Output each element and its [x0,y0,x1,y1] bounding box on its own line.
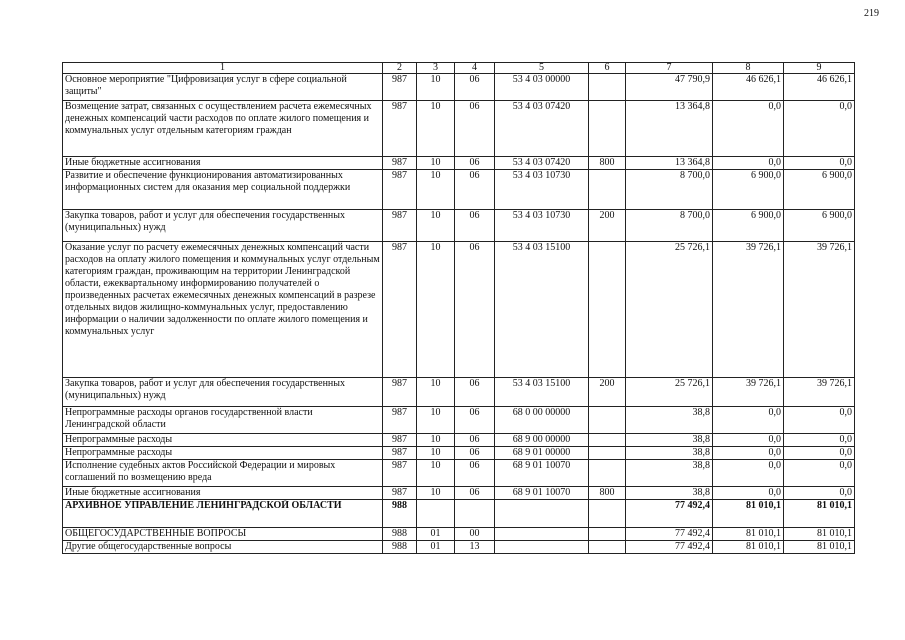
row-amount-col8: 6 900,0 [713,210,784,242]
row-target-article [495,541,589,554]
row-amount-col8: 0,0 [713,157,784,170]
row-expense-type [589,74,626,101]
row-ministry-code: 988 [383,500,417,528]
row-target-article: 53 4 03 10730 [495,170,589,210]
row-subsection: 06 [455,101,495,157]
row-section: 10 [417,460,455,487]
row-ministry-code: 987 [383,157,417,170]
row-target-article: 53 4 03 07420 [495,101,589,157]
table-row [63,157,855,170]
row-amount-col7: 77 492,4 [626,541,713,554]
table-row [63,210,855,242]
row-name: Закупка товаров, работ и услуг для обеспечения государственных (муниципальных) нужд [63,378,383,407]
row-section: 10 [417,74,455,101]
row-expense-type [589,170,626,210]
column-header: 8 [713,63,784,74]
row-amount-col8: 81 010,1 [713,541,784,554]
row-section: 10 [417,210,455,242]
row-expense-type [589,500,626,528]
row-amount-col8: 39 726,1 [713,242,784,378]
row-expense-type [589,447,626,460]
row-amount-col7: 25 726,1 [626,378,713,407]
row-ministry-code: 987 [383,407,417,434]
row-amount-col7: 25 726,1 [626,242,713,378]
row-target-article [495,528,589,541]
row-name: Развитие и обеспечение функционирования автоматизированных информационных систем для оказания мер социальной поддержки [63,170,383,210]
row-amount-col8: 46 626,1 [713,74,784,101]
row-expense-type [589,460,626,487]
row-section [417,500,455,528]
row-amount-col7: 77 492,4 [626,500,713,528]
row-amount-col8: 0,0 [713,407,784,434]
row-amount-col9: 81 010,1 [784,541,855,554]
row-amount-col8: 0,0 [713,487,784,500]
row-target-article: 68 9 01 10070 [495,460,589,487]
table-header-row [63,63,855,74]
row-amount-col8: 0,0 [713,101,784,157]
row-amount-col8: 39 726,1 [713,378,784,407]
row-target-article: 68 9 01 00000 [495,447,589,460]
row-ministry-code: 987 [383,487,417,500]
row-expense-type: 800 [589,157,626,170]
row-amount-col9: 39 726,1 [784,378,855,407]
table-row [63,74,855,101]
row-subsection: 06 [455,434,495,447]
row-target-article [495,500,589,528]
row-ministry-code: 987 [383,434,417,447]
table-row [63,407,855,434]
row-ministry-code: 987 [383,170,417,210]
row-amount-col8: 0,0 [713,447,784,460]
column-header: 2 [383,63,417,74]
row-name: Исполнение судебных актов Российской Федерации и мировых соглашений по возмещению вреда [63,460,383,487]
row-amount-col9: 81 010,1 [784,500,855,528]
row-target-article: 68 9 00 00000 [495,434,589,447]
row-section: 10 [417,378,455,407]
row-name: Оказание услуг по расчету ежемесячных денежных компенсаций части расходов на оплату жилого помещения и коммунальных услуг отдельным категориям граждан, проживающим на территории Ленинградской области, ежеквартальному информированию получателей о произведенных расчетах ежемесячных денежных компенсаций в разрезе отдельных видов жилищно-коммунальных услуг, предоставлению информации о наличии задолженности по оплате жилого помещения и коммунальных услуг [63,242,383,378]
row-amount-col9: 46 626,1 [784,74,855,101]
row-subsection: 06 [455,487,495,500]
table-row [63,487,855,500]
row-amount-col8: 81 010,1 [713,500,784,528]
row-expense-type [589,434,626,447]
row-section: 10 [417,101,455,157]
row-section: 01 [417,541,455,554]
row-name: Другие общегосударственные вопросы [63,541,383,554]
row-subsection: 06 [455,460,495,487]
row-section: 01 [417,528,455,541]
column-header: 3 [417,63,455,74]
row-target-article: 53 4 03 15100 [495,378,589,407]
row-name: Иные бюджетные ассигнования [63,157,383,170]
row-amount-col9: 0,0 [784,460,855,487]
row-amount-col7: 47 790,9 [626,74,713,101]
row-amount-col9: 6 900,0 [784,210,855,242]
row-subsection: 06 [455,378,495,407]
row-ministry-code: 987 [383,460,417,487]
row-amount-col9: 0,0 [784,101,855,157]
row-ministry-code: 987 [383,242,417,378]
row-subsection: 06 [455,170,495,210]
row-expense-type: 200 [589,210,626,242]
column-header: 6 [589,63,626,74]
row-ministry-code: 987 [383,378,417,407]
row-amount-col7: 38,8 [626,434,713,447]
row-target-article: 53 4 03 10730 [495,210,589,242]
table-row [63,460,855,487]
row-subsection: 06 [455,242,495,378]
row-amount-col7: 13 364,8 [626,157,713,170]
row-name: Иные бюджетные ассигнования [63,487,383,500]
row-subsection: 06 [455,407,495,434]
row-section: 10 [417,434,455,447]
row-section: 10 [417,487,455,500]
row-section: 10 [417,170,455,210]
table-row [63,170,855,210]
row-amount-col7: 8 700,0 [626,170,713,210]
row-amount-col9: 0,0 [784,407,855,434]
row-amount-col8: 81 010,1 [713,528,784,541]
row-expense-type [589,242,626,378]
column-header: 5 [495,63,589,74]
row-expense-type: 200 [589,378,626,407]
row-section: 10 [417,157,455,170]
table-row [63,434,855,447]
column-header: 9 [784,63,855,74]
row-name: Основное мероприятие "Цифровизация услуг в сфере социальной защиты" [63,74,383,101]
row-target-article: 53 4 03 15100 [495,242,589,378]
table-row [63,242,855,378]
row-amount-col7: 8 700,0 [626,210,713,242]
row-amount-col9: 39 726,1 [784,242,855,378]
row-name: Возмещение затрат, связанных с осуществлением расчета ежемесячных денежных компенсаций части расходов по оплате жилого помещения и коммунальных услуг отдельным категориям граждан [63,101,383,157]
row-name: Непрограммные расходы [63,447,383,460]
row-expense-type [589,101,626,157]
row-amount-col9: 0,0 [784,447,855,460]
row-subsection: 06 [455,210,495,242]
row-name: Закупка товаров, работ и услуг для обеспечения государственных (муниципальных) нужд [63,210,383,242]
row-subsection: 00 [455,528,495,541]
budget-table [62,62,855,554]
row-ministry-code: 987 [383,447,417,460]
column-header: 1 [63,63,383,74]
row-amount-col9: 81 010,1 [784,528,855,541]
row-expense-type [589,528,626,541]
row-amount-col8: 0,0 [713,460,784,487]
row-expense-type [589,407,626,434]
row-subsection: 06 [455,157,495,170]
row-amount-col9: 0,0 [784,434,855,447]
row-section: 10 [417,407,455,434]
row-amount-col9: 0,0 [784,487,855,500]
row-amount-col7: 38,8 [626,460,713,487]
row-name: ОБЩЕГОСУДАРСТВЕННЫЕ ВОПРОСЫ [63,528,383,541]
row-amount-col8: 6 900,0 [713,170,784,210]
table-row [63,447,855,460]
row-ministry-code: 987 [383,74,417,101]
table-row [63,500,855,528]
row-ministry-code: 987 [383,101,417,157]
row-subsection [455,500,495,528]
row-ministry-code: 988 [383,541,417,554]
row-section: 10 [417,242,455,378]
row-target-article: 68 9 01 10070 [495,487,589,500]
table-row [63,101,855,157]
row-amount-col9: 6 900,0 [784,170,855,210]
row-target-article: 53 4 03 07420 [495,157,589,170]
table-body [63,63,855,554]
row-amount-col7: 38,8 [626,487,713,500]
row-expense-type: 800 [589,487,626,500]
table-row [63,541,855,554]
row-target-article: 68 0 00 00000 [495,407,589,434]
row-expense-type [589,541,626,554]
row-name: Непрограммные расходы органов государственной власти Ленинградской области [63,407,383,434]
row-subsection: 06 [455,447,495,460]
table-row [63,528,855,541]
row-name: АРХИВНОЕ УПРАВЛЕНИЕ ЛЕНИНГРАДСКОЙ ОБЛАСТИ [63,500,383,528]
table-row [63,378,855,407]
row-amount-col7: 38,8 [626,447,713,460]
row-subsection: 13 [455,541,495,554]
row-amount-col7: 77 492,4 [626,528,713,541]
row-subsection: 06 [455,74,495,101]
row-name: Непрограммные расходы [63,434,383,447]
column-header: 4 [455,63,495,74]
column-header: 7 [626,63,713,74]
page-number: 219 [864,8,879,19]
row-ministry-code: 988 [383,528,417,541]
row-section: 10 [417,447,455,460]
row-target-article: 53 4 03 00000 [495,74,589,101]
row-amount-col7: 13 364,8 [626,101,713,157]
row-ministry-code: 987 [383,210,417,242]
row-amount-col7: 38,8 [626,407,713,434]
row-amount-col8: 0,0 [713,434,784,447]
row-amount-col9: 0,0 [784,157,855,170]
